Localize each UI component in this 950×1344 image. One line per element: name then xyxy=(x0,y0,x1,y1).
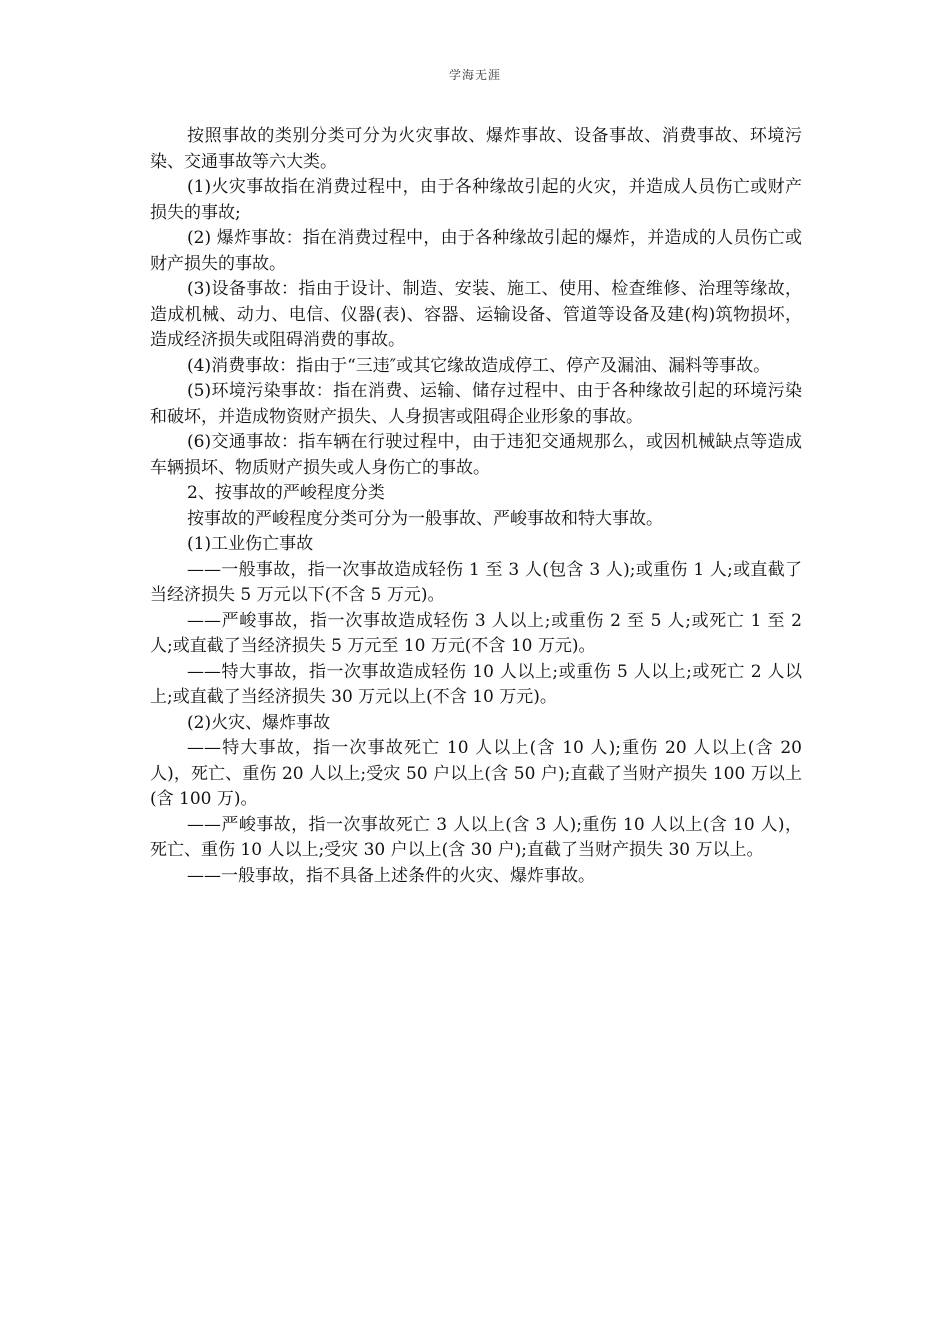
list-item-fire-major: ——特大事故，指一次事故死亡 10 人以上(含 10 人);重伤 20 人以上(含 20 人)，死亡、重伤 20 人以上;受灾 50 户以上(含 50 户);直截了当财产损失 100 万以上(含 100 万)。 xyxy=(150,738,802,809)
list-item-fire-serious: ——严峻事故，指一次事故死亡 3 人以上(含 3 人);重伤 10 人以上(含 10 人)，死亡、重伤 10 人以上;受灾 30 户以上(含 30 户);直截了当财产损失 30 万以上。 xyxy=(150,814,802,860)
paragraph-traffic-accident: (6)交通事故：指车辆在行驶过程中，由于违犯交通规那么，或因机械缺点等造成车辆损坏、物质财产损失或人身伤亡的事故。 xyxy=(150,432,802,478)
paragraph-equipment-accident: (3)设备事故：指由于设计、制造、安装、施工、使用、检查维修、治理等缘故，造成机械、动力、电信、仪器(表)、容器、运输设备、管道等设备及建(构)筑物损坏，造成经济损失或阻碍消费的事故。 xyxy=(150,279,802,350)
subheading-industrial: (1)工业伤亡事故 xyxy=(187,534,314,554)
paragraph-explosion-accident: (2) 爆炸事故：指在消费过程中，由于各种缘故引起的爆炸，并造成的人员伤亡或财产损失的事故。 xyxy=(150,228,802,274)
paragraph-consumption-accident: (4)消费事故：指由于“三违″或其它缘故造成停工、停产及漏油、漏料等事故。 xyxy=(187,355,771,376)
paragraph-intro: 按照事故的类别分类可分为火灾事故、爆炸事故、设备事故、消费事故、环境污染、交通事故等六大类。 xyxy=(150,126,802,172)
paragraph-fire-accident: (1)火灾事故指在消费过程中，由于各种缘故引起的火灾，并造成人员伤亡或财产损失的事故; xyxy=(150,177,802,223)
paragraph-severity-intro: 按事故的严峻程度分类可分为一般事故、严峻事故和特大事故。 xyxy=(187,508,663,529)
list-item-fire-general: ——一般事故，指不具备上述条件的火灾、爆炸事故。 xyxy=(187,865,595,886)
subheading-fire-explosion: (2)火灾、爆炸事故 xyxy=(187,712,331,733)
document-body xyxy=(150,124,802,889)
page-header: 学海无涯 xyxy=(448,68,501,82)
list-item-industrial-major: ——特大事故，指一次事故造成轻伤 10 人以上;或重伤 5 人以上;或死亡 2 人以上;或直截了当经济损失 30 万元以上(不含 10 万元)。 xyxy=(150,661,802,707)
list-item-industrial-serious: ——严峻事故，指一次事故造成轻伤 3 人以上;或重伤 2 至 5 人;或死亡 1 至 2 人;或直截了当经济损失 5 万元至 10 万元(不含 10 万元)。 xyxy=(150,610,802,656)
list-item-industrial-general: ——一般事故，指一次事故造成轻伤 1 至 3 人(包含 3 人);或重伤 1 人;或直截了当经济损失 5 万元以下(不含 5 万元)。 xyxy=(150,559,802,605)
section-heading-severity: 2、按事故的严峻程度分类 xyxy=(187,483,385,503)
paragraph-pollution-accident: (5)环境污染事故：指在消费、运输、储存过程中、由于各种缘故引起的环境污染和破坏，并造成物资财产损失、人身损害或阻碍企业形象的事故。 xyxy=(150,381,802,427)
